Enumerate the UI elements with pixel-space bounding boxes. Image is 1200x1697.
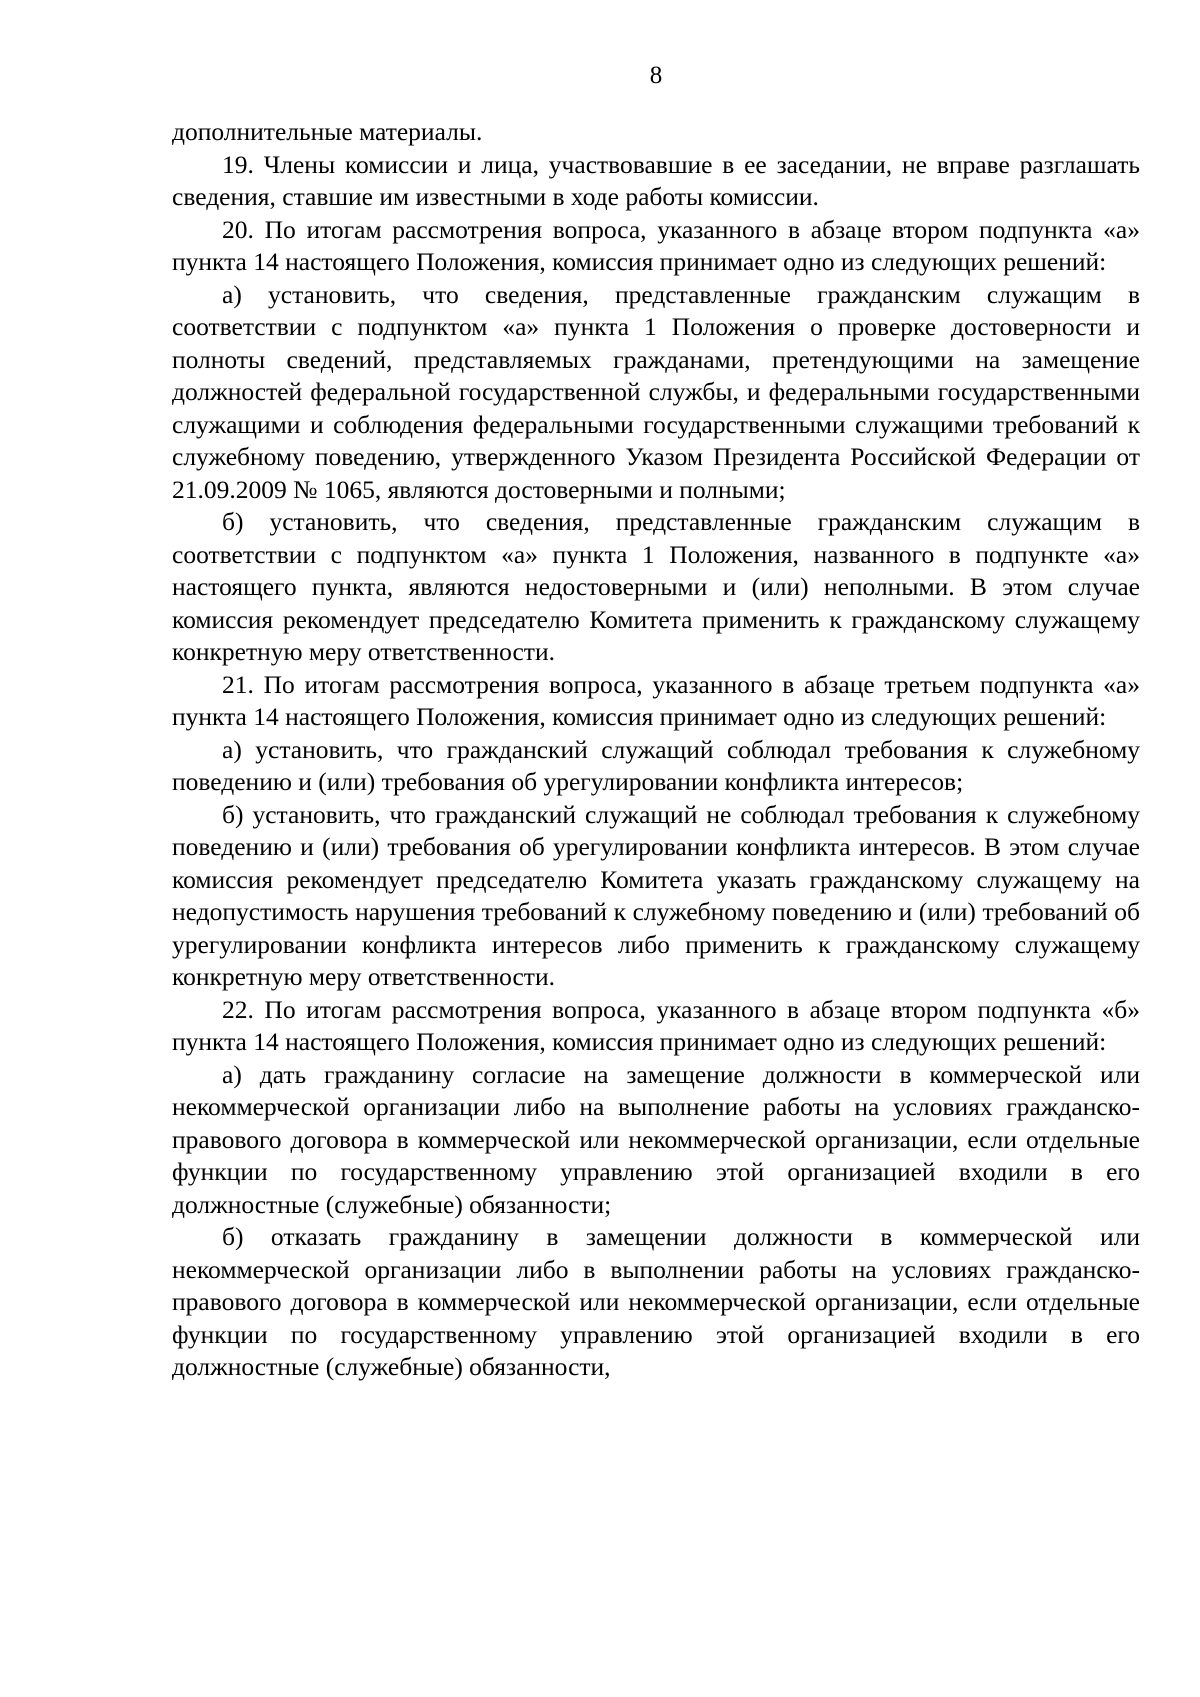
- paragraph-item-22: 22. По итогам рассмотрения вопроса, указанного в абзаце втором подпункта «б» пункта 14 настоящего Положения, комиссия принимает одно из следующих решений:: [172, 994, 1140, 1056]
- paragraph-item-21-b: б) установить, что гражданский служащий не соблюдал требования к служебному поведению и (или) требования об урегулировании конфликта интересов. В этом случае комиссия рекомендует председателю Комитета указать гражданскому служащему на недопустимость нарушения требований к служебному поведению и (или) требований об урегулировании конфликта интересов либо применить к гражданскому служащему конкретную меру ответственности.: [172, 799, 1140, 991]
- paragraph-item-22-b: б) отказать гражданину в замещении должности в коммерческой или некоммерческой организации либо в выполнении работы на условиях гражданско-правового договора в коммерческой или некоммерческой организации, если отдельные функции по государственному управлению этой организацией входили в его должностные (служебные) обязанности,: [172, 1222, 1140, 1381]
- paragraph-item-21: 21. По итогам рассмотрения вопроса, указанного в абзаце третьем подпункта «а» пункта 14 настоящего Положения, комиссия принимает одно из следующих решений:: [172, 669, 1140, 731]
- page-number: 8: [649, 62, 663, 89]
- paragraph-continuation: дополнительные материалы.: [172, 117, 483, 146]
- document-page: [172, 60, 1140, 1384]
- paragraph-item-19: 19. Члены комиссии и лица, участвовавшие в ее заседании, не вправе разглашать сведения, ставшие им известными в ходе работы комиссии.: [172, 149, 1140, 211]
- paragraph-item-20-a: а) установить, что сведения, представленные гражданским служащим в соответствии с подпунктом «а» пункта 1 Положения о проверке достоверности и полноты сведений, представляемых гражданами, претендующими на замещение должностей федеральной государственной службы, и федеральными государственными служащими и соблюдения федеральными государственными служащими требований к служебному поведению, утвержденного Указом Президента Российской Федерации от 21.09.2009 № 1065, являются достоверными и полными;: [172, 279, 1140, 504]
- paragraph-item-22-a: а) дать гражданину согласие на замещение должности в коммерческой или некоммерческой организации либо на выполнение работы на условиях гражданско-правового договора в коммерческой или некоммерческой организации, если отдельные функции по государственному управлению этой организацией входили в его должностные (служебные) обязанности;: [172, 1059, 1140, 1219]
- paragraph-item-20-b: б) установить, что сведения, представленные гражданским служащим в соответствии с подпунктом «а» пункта 1 Положения, названного в подпункте «а» настоящего пункта, являются недостоверными и (или) неполными. В этом случае комиссия рекомендует председателю Комитета применить к гражданскому служащему конкретную меру ответственности.: [172, 507, 1140, 666]
- paragraph-item-21-a: а) установить, что гражданский служащий соблюдал требования к служебному поведению и (или) требования об урегулировании конфликта интересов;: [172, 734, 1140, 796]
- paragraph-item-20: 20. По итогам рассмотрения вопроса, указанного в абзаце втором подпункта «а» пункта 14 настоящего Положения, комиссия принимает одно из следующих решений:: [172, 214, 1140, 276]
